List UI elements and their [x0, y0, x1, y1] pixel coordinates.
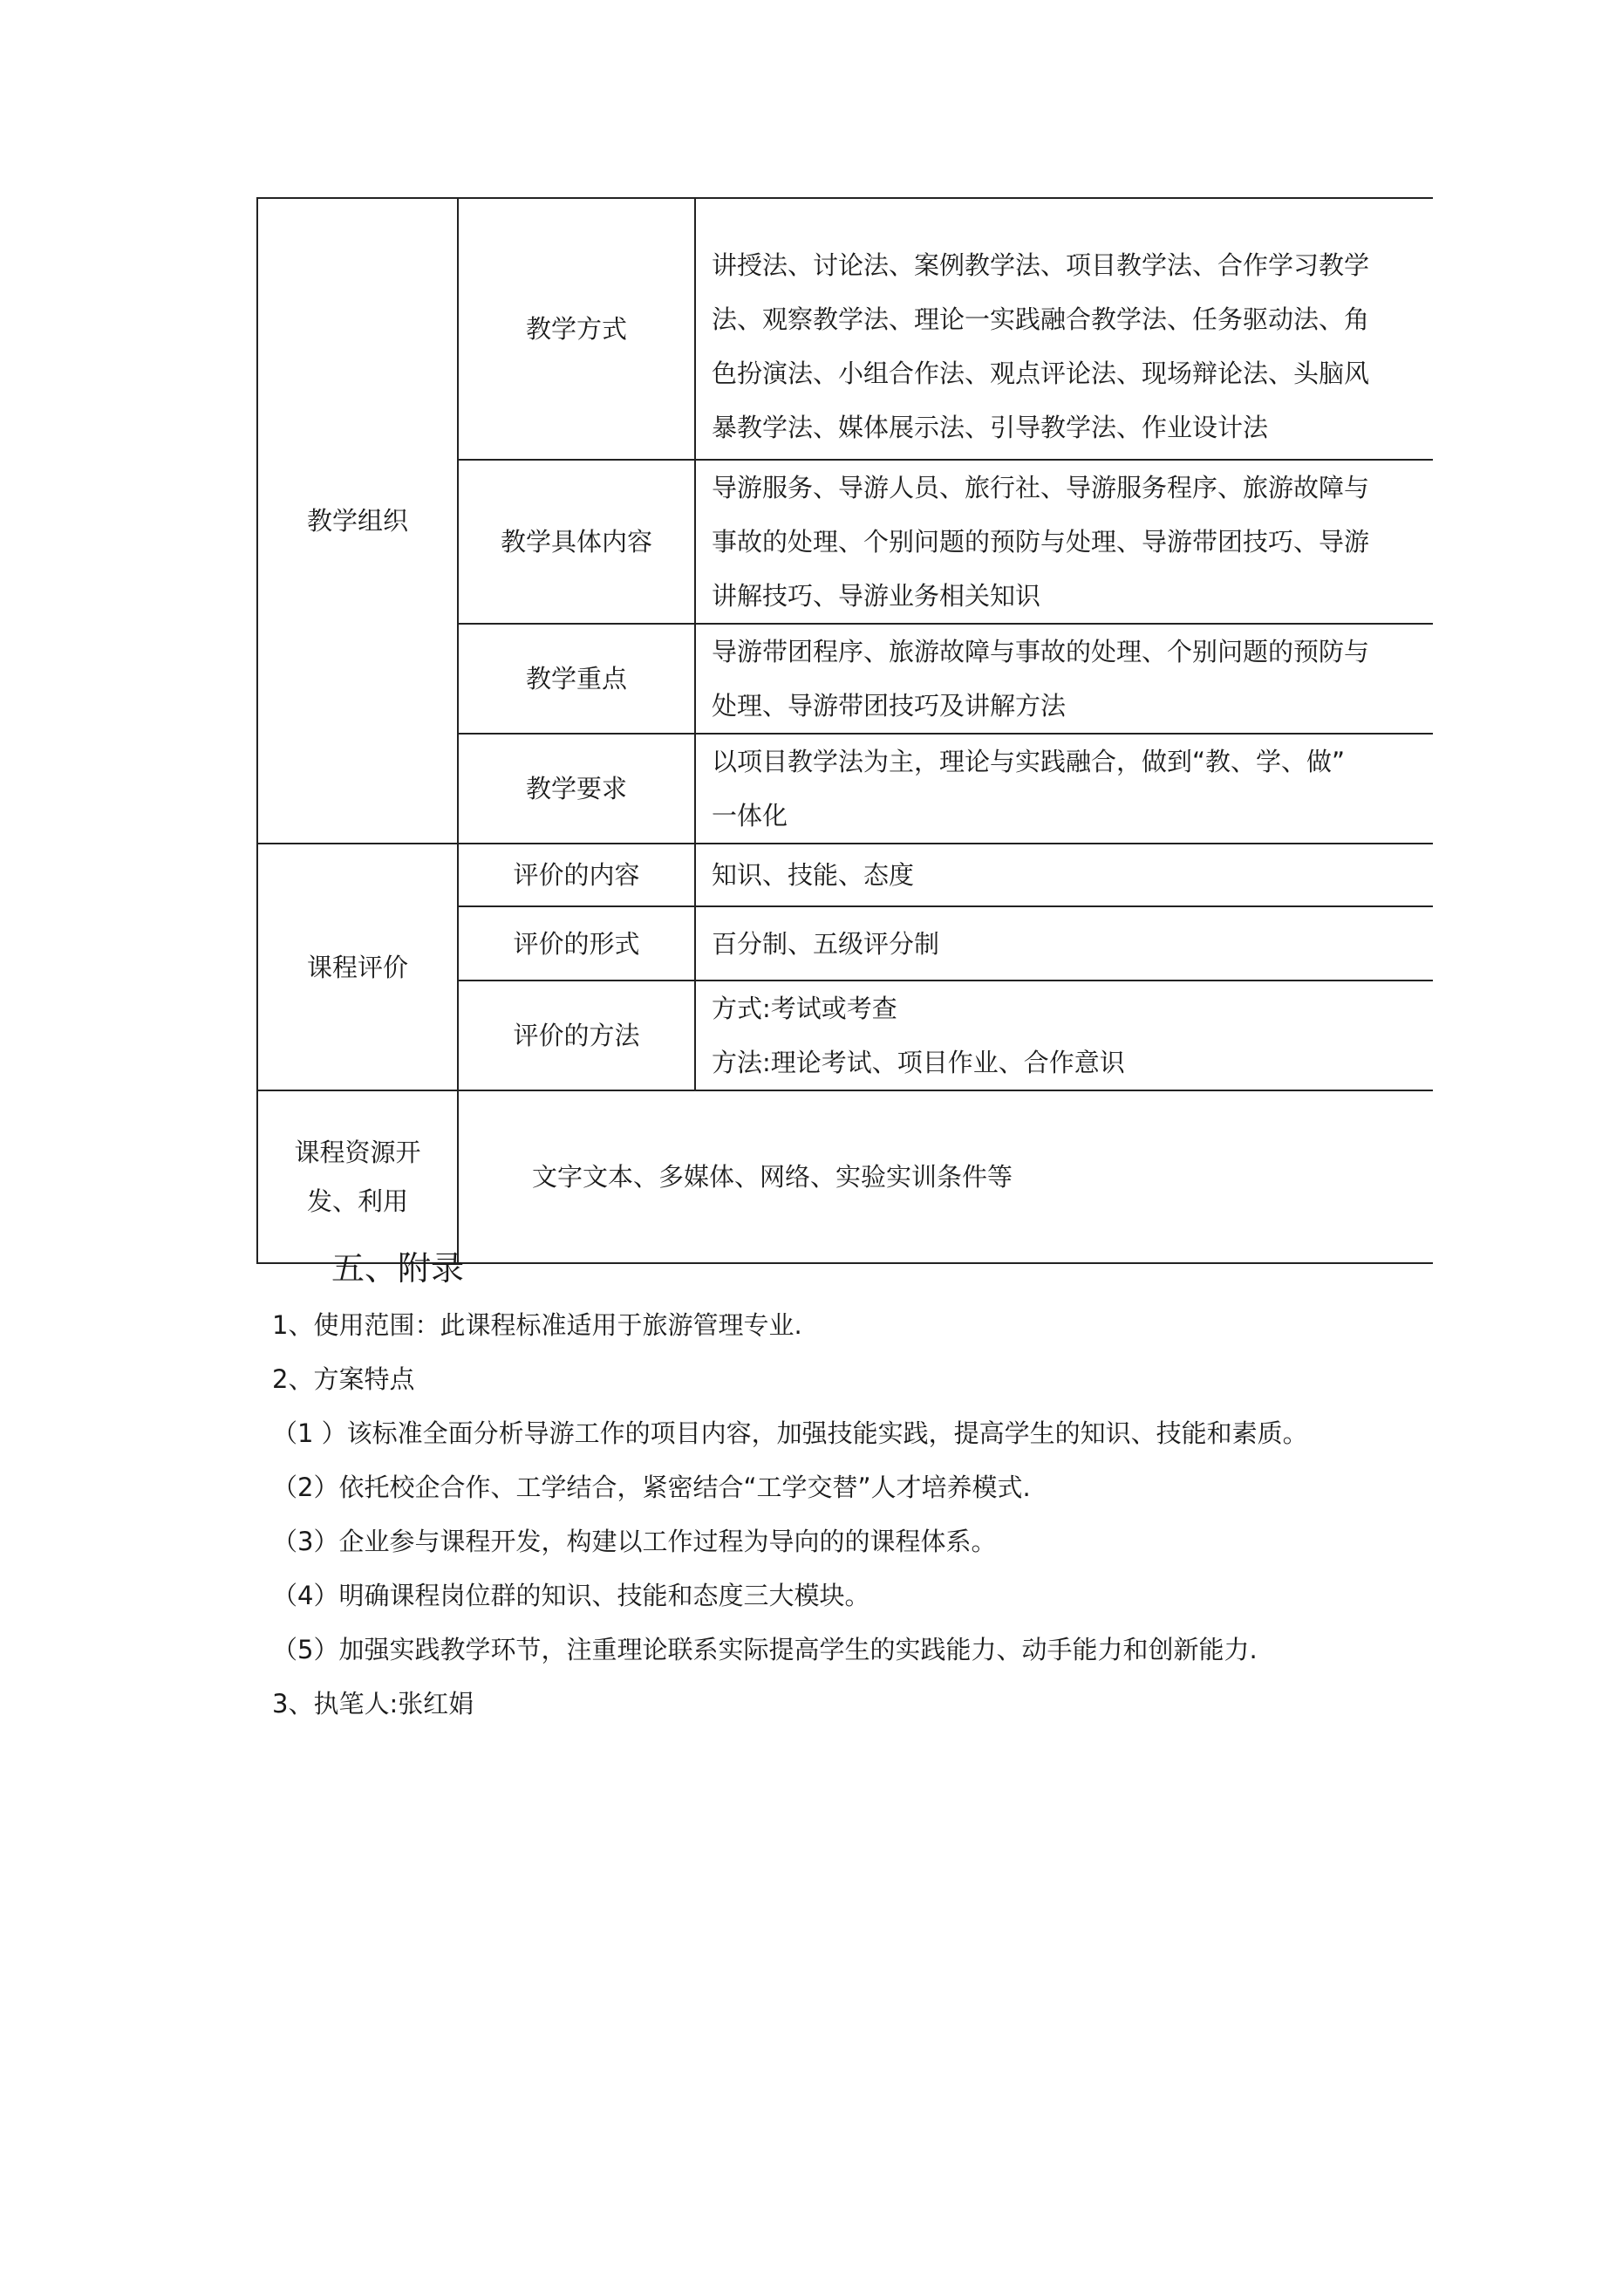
- text-line: 导游服务、导游人员、旅行社、导游服务程序、旅游故障与: [712, 473, 1370, 502]
- appendix-item: （5）加强实践教学环节，注重理论联系实际提高学生的实践能力、动手能力和创新能力.: [272, 1635, 1258, 1664]
- eval-content-value: 知识、技能、态度: [695, 844, 1433, 906]
- teaching-content-label: 教学具体内容: [458, 460, 695, 624]
- appendix-item: （4）明确课程岗位群的知识、技能和态度三大模块。: [272, 1581, 870, 1610]
- row-eval-content: [257, 844, 1433, 906]
- resources-value: 文字文本、多媒体、网络、实验实训条件等: [458, 1090, 1433, 1263]
- course-standard-table: [256, 197, 1433, 1264]
- text-line: 一体化: [712, 801, 788, 830]
- text-line: 方式:考试或考查: [712, 994, 897, 1023]
- text-line: 方法:理论考试、项目作业、合作意识: [712, 1048, 1125, 1077]
- text-line: 暴教学法、媒体展示法、引导教学法、作业设计法: [712, 413, 1269, 442]
- appendix-item: 1、使用范围：此课程标准适用于旅游管理专业.: [272, 1310, 802, 1340]
- course-eval-label: 课程评价: [257, 844, 458, 1090]
- text-line: 导游带团程序、旅游故障与事故的处理、个别问题的预防与: [712, 637, 1370, 666]
- teaching-req-value: [695, 734, 1433, 844]
- text-line: 处理、导游带团技巧及讲解方法: [712, 691, 1067, 721]
- appendix-item: （3）企业参与课程开发，构建以工作过程为导向的的课程体系。: [272, 1527, 997, 1556]
- text-line: 讲解技巧、导游业务相关知识: [712, 581, 1041, 611]
- text-line: 以项目教学法为主，理论与实践融合，做到“教、学、做”: [712, 747, 1346, 776]
- teaching-methods-label: 教学方式: [458, 198, 695, 460]
- teaching-focus-value: [695, 624, 1433, 734]
- teaching-org-label: 教学组织: [257, 198, 458, 844]
- teaching-focus-label: 教学重点: [458, 624, 695, 734]
- text-line: 课程资源开: [294, 1138, 421, 1167]
- appendix-heading: 五、附录: [331, 1249, 465, 1288]
- appendix-item: 3、执笔人:张红娟: [272, 1689, 474, 1719]
- text-line: 讲授法、讨论法、案例教学法、项目教学法、合作学习教学: [712, 250, 1370, 280]
- eval-form-value: 百分制、五级评分制: [695, 906, 1433, 981]
- text-line: 法、观察教学法、理论一实践融合教学法、任务驱动法、角: [712, 304, 1370, 334]
- eval-method-label: 评价的方法: [458, 981, 695, 1090]
- eval-content-label: 评价的内容: [458, 844, 695, 906]
- appendix-item: 2、方案特点: [272, 1364, 415, 1394]
- text-line: 色扮演法、小组合作法、观点评论法、现场辩论法、头脑风: [712, 359, 1370, 388]
- text-line: 事故的处理、个别问题的预防与处理、导游带团技巧、导游: [712, 527, 1370, 557]
- teaching-req-label: 教学要求: [458, 734, 695, 844]
- appendix-item: （1 ）该标准全面分析导游工作的项目内容，加强技能实践，提高学生的知识、技能和素质。: [272, 1418, 1308, 1448]
- eval-method-value: [695, 981, 1433, 1090]
- teaching-content-value: [695, 460, 1433, 624]
- resources-label: [257, 1090, 458, 1263]
- text-line: 发、利用: [306, 1186, 408, 1216]
- row-teaching-methods: [257, 198, 1433, 460]
- appendix-item: （2）依托校企合作、工学结合，紧密结合“工学交替”人才培养模式.: [272, 1473, 1031, 1502]
- teaching-methods-value: [695, 198, 1433, 460]
- eval-form-label: 评价的形式: [458, 906, 695, 981]
- row-resources: [257, 1090, 1433, 1263]
